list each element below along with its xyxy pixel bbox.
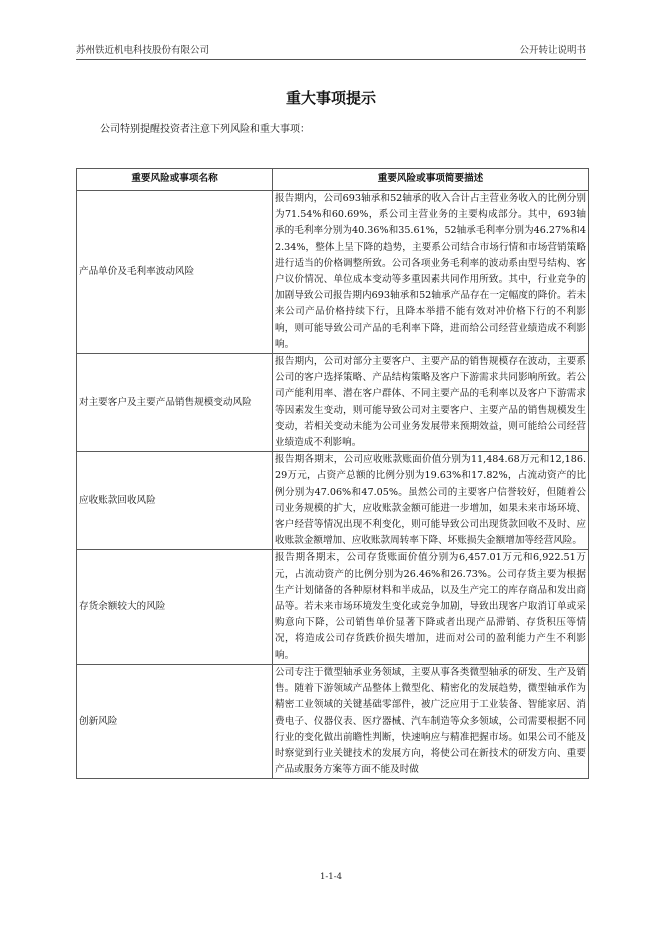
column-header-description: 重要风险或事项简要描述 [273, 169, 589, 191]
risk-name: 对主要客户及主要产品销售规模变动风险 [77, 354, 273, 452]
table-row [77, 664, 589, 778]
header-document-type: 公开转让说明书 [519, 45, 586, 56]
table-row [77, 191, 589, 354]
table-row [77, 354, 589, 452]
header-company-name: 苏州铁近机电科技股份有限公司 [76, 45, 210, 56]
risk-description: 公司专注于微型轴承业务领域，主要从事各类微型轴承的研发、生产及销售。随着下游领域产品整体上微型化、精密化的发展趋势，微型轴承作为精密工业领域的关键基础零部件，被广泛应用于工业装备、智能家居、消费电子、仪器仪表、医疗器械、汽车制造等众多领域，公司需要根据不同行业的变化做出前瞻性判断，快速响应与精准把握市场。如果公司不能及时察觉到行业关键技术的发展方向，将使公司在新技术的研发方向、重要产品或服务方案等方面不能及时做 [273, 664, 589, 778]
page-title: 重大事项提示 [285, 89, 376, 107]
risk-table [76, 168, 589, 779]
intro-text: 公司特别提醒投资者注意下列风险和重大事项： [100, 124, 310, 135]
table-row [77, 550, 589, 664]
page-header [76, 44, 586, 58]
risk-description: 报告期内，公司对部分主要客户、主要产品的销售规模存在波动，主要系公司的客户选择策略、产品结构策略及客户下游需求共同影响所致。若公司产能利用率、潜在客户群体、不同主要产品的毛利率以及客户下游需求等因素发生变动，则可能导致公司对主要客户、主要产品的销售规模发生变动，若相关变动未能为公司业务发展带来预期效益，则可能给公司经营业绩造成不利影响。 [273, 354, 589, 452]
risk-name: 存货余额较大的风险 [77, 550, 273, 664]
risk-table-header-row [77, 169, 589, 191]
header-divider [76, 59, 586, 60]
risk-name: 产品单价及毛利率波动风险 [77, 191, 273, 354]
risk-description: 报告期内，公司693轴承和52轴承的收入合计占主营业务收入的比例分别为71.54%和60.69%，系公司主营业务的主要构成部分。其中，693轴承的毛利率分别为40.36%和35.61%，52轴承毛利率分别为46.27%和42.34%，整体上呈下降的趋势，主要系公司结合市场行情和市场营销策略进行适当的价格调整所致。公司各项业务毛利率的波动系由型号结构、客户议价情况、单位成本变动等多重因素共同作用所致。其中，行业竞争的加剧导致公司报告期内693轴承和52轴承产品存在一定幅度的降价。若未来公司产品价格持续下行，且降本举措不能有效对冲价格下行的不利影响，则可能导致公司产品的毛利率下降，进而给公司经营业绩造成不利影响。 [273, 191, 589, 354]
column-header-name: 重要风险或事项名称 [77, 169, 273, 191]
risk-description: 报告期各期末，公司存货账面价值分别为6,457.01万元和6,922.51万元，占流动资产的比例分别为26.46%和26.73%。公司存货主要为根据生产计划储备的各种原材料和半成品，以及生产完工的库存商品和发出商品等。若未来市场环境发生变化或竞争加剧，导致出现客户取消订单或采购意向下降，公司销售单价显著下降或者出现产品滞销、存货积压等情况，将造成公司存货跌价损失增加，进而对公司的盈利能力产生不利影响。 [273, 550, 589, 664]
risk-name: 应收账款回收风险 [77, 452, 273, 550]
page-number: 1-1-4 [320, 872, 342, 882]
table-row [77, 452, 589, 550]
risk-description: 报告期各期末，公司应收账款账面价值分别为11,484.68万元和12,186.29万元，占资产总额的比例分别为19.63%和17.82%，占流动资产的比例分别为47.06%和47.05%。虽然公司的主要客户信誉较好，但随着公司业务规模的扩大，应收账款金额可能进一步增加，如果未来市场环境、客户经营等情况出现不利变化，则可能导致公司出现货款回收不及时、应收账款金额增加、应收账款周转率下降、坏账损失金额增加等经营风险。 [273, 452, 589, 550]
risk-name: 创新风险 [77, 664, 273, 778]
